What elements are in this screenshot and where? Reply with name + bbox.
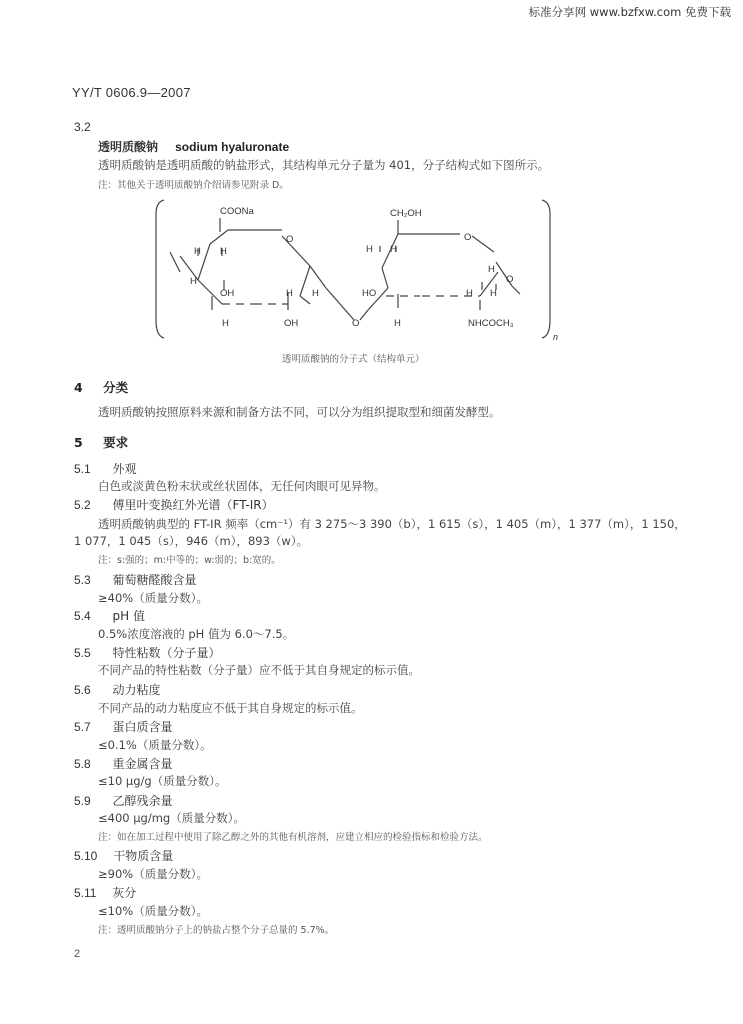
label-oh-1: OH <box>220 288 235 299</box>
section-3-2-body: 透明质酸钠是透明质酸的钠盐形式，其结构单元分子量为 401，分子结构式如下图所示。 <box>98 158 550 172</box>
clause-number: 5.3 <box>74 573 91 587</box>
clause-5-3-heading <box>74 571 197 588</box>
section-3-2-note: 注：其他关于透明质酸钠介绍请参见附录 D。 <box>98 180 289 191</box>
structure-caption: 透明质酸钠的分子式（结构单元） <box>282 354 425 365</box>
clause-5-6-heading <box>74 681 161 698</box>
clause-title: 傅里叶变换红外光谱（FT-IR） <box>112 498 274 512</box>
clause-title: pH 值 <box>112 609 145 623</box>
label-h-7: H <box>366 244 373 255</box>
clause-5-2-body-continued: 1 077，1 045（s），946（m），893（w）。 <box>74 534 309 548</box>
clause-5-11-heading <box>74 884 136 901</box>
document-id: YY/T 0606.9—2007 <box>72 85 191 100</box>
label-h-5: H <box>312 288 319 299</box>
label-h-9: H <box>488 264 495 275</box>
label-ho: HO <box>362 288 377 299</box>
label-coona: COONa <box>220 206 254 217</box>
clause-number: 5.9 <box>74 794 91 808</box>
clause-title: 重金属含量 <box>112 757 173 771</box>
clause-5-8-body: ≤10 μg/g（质量分数）。 <box>98 774 227 788</box>
clause-number: 5.5 <box>74 646 91 660</box>
title-cn: 透明质酸钠 <box>98 140 159 154</box>
clause-5-7-heading <box>74 718 173 735</box>
clause-number: 5.6 <box>74 683 91 697</box>
clause-5-2-heading <box>74 496 274 513</box>
clause-5-1-heading <box>74 460 137 477</box>
section-4-body: 透明质酸钠按照原料来源和制备方法不同，可以分为组织提取型和细菌发酵型。 <box>98 405 501 419</box>
right-bracket <box>542 200 550 338</box>
label-o-glyco: O <box>506 274 514 285</box>
label-h-8: H <box>390 244 397 255</box>
label-h-12: H <box>394 318 401 329</box>
clause-5-5-body: 不同产品的特性粘数（分子量）应不低于其自身规定的标示值。 <box>98 663 420 677</box>
glucuronic-ring <box>170 218 354 320</box>
clause-5-4-body: 0.5%浓度溶液的 pH 值为 6.0～7.5。 <box>98 627 295 641</box>
label-h-1: H <box>194 246 201 257</box>
clause-title: 乙醇残余量 <box>112 794 173 808</box>
clause-5-11-body: ≤10%（质量分数）。 <box>98 904 208 918</box>
clause-5-3-body: ≥40%（质量分数）。 <box>98 591 208 605</box>
clause-number: 5.2 <box>74 498 91 512</box>
label-oh-2: OH <box>284 318 299 329</box>
clause-5-2-body: 透明质酸钠典型的 FT-IR 频率（cm⁻¹）有 3 275～3 390（b），1 615（s），1 405（m），1 377（m），1 150， <box>98 517 686 531</box>
section-5-heading <box>74 433 128 451</box>
clause-5-9-heading <box>74 792 173 809</box>
label-o-bridge: O <box>352 318 360 329</box>
clause-number: 5.7 <box>74 720 91 734</box>
label-nhcoch3: NHCOCH₃ <box>468 318 514 329</box>
section-5-title: 要求 <box>103 435 129 450</box>
repeat-n-label: n <box>553 332 559 342</box>
label-h-3: H <box>190 276 197 287</box>
clause-5-4-heading <box>74 607 145 624</box>
clause-5-6-body: 不同产品的动力粘度应不低于其自身规定的标示值。 <box>98 701 363 715</box>
clause-title: 葡萄糖醛酸含量 <box>112 573 197 587</box>
label-h-6: H <box>222 318 229 329</box>
clause-5-11-note: 注：透明质酸钠分子上的钠盐占整个分子总量的 5.7%。 <box>98 925 335 936</box>
left-bracket <box>156 200 164 338</box>
section-4-title: 分类 <box>103 380 129 395</box>
label-o-ring2: O <box>464 232 472 243</box>
clause-title: 灰分 <box>112 886 137 900</box>
clause-number: 5.11 <box>74 886 97 900</box>
clause-title: 干物质含量 <box>113 849 174 863</box>
clause-title: 特性粘数（分子量） <box>112 646 221 660</box>
clause-5-5-heading <box>74 644 221 661</box>
clause-number: 5.10 <box>74 849 98 863</box>
clause-title: 动力粘度 <box>112 683 161 697</box>
glucosamine-ring <box>360 220 520 320</box>
label-h-10: H <box>466 288 473 299</box>
clause-5-9-body: ≤400 μg/mg（质量分数）。 <box>98 811 245 825</box>
label-h-11: H <box>490 288 497 299</box>
clause-5-7-body: ≤0.1%（质量分数）。 <box>98 738 212 752</box>
clause-5-1-body: 白色或淡黄色粉末状或丝状固体，无任何肉眼可见异物。 <box>98 479 386 493</box>
clause-number: 5.1 <box>74 462 91 476</box>
clause-title: 外观 <box>112 462 137 476</box>
label-h-4: H <box>286 288 293 299</box>
label-h-2: H <box>220 246 227 257</box>
clause-5-2-note: 注：s:强的；m:中等的；w:弱的；b:宽的。 <box>98 555 281 566</box>
clause-5-9-note: 注：如在加工过程中使用了除乙醇之外的其他有机溶剂，应建立相应的检验指标和检验方法。 <box>98 832 488 843</box>
section-4-number: 4 <box>74 380 83 395</box>
clause-5-8-heading <box>74 755 173 772</box>
watermark-text: 标准分享网 www.bzfxw.com 免费下载 <box>528 5 731 19</box>
clause-5-10-heading <box>74 847 173 864</box>
clause-5-10-body: ≥90%（质量分数）。 <box>98 867 208 881</box>
section-3-2-title <box>98 136 289 155</box>
title-en: sodium hyaluronate <box>175 140 290 154</box>
molecular-structure-diagram <box>150 192 570 352</box>
clause-number: 5.8 <box>74 757 91 771</box>
label-o-ring1: O <box>286 234 294 245</box>
section-3-2-number: 3.2 <box>74 120 91 134</box>
page-number: 2 <box>74 948 81 960</box>
clause-number: 5.4 <box>74 609 91 623</box>
section-5-number: 5 <box>74 435 83 450</box>
section-4-heading <box>74 378 128 396</box>
label-ch2oh: CH₂OH <box>390 208 422 219</box>
clause-title: 蛋白质含量 <box>112 720 173 734</box>
